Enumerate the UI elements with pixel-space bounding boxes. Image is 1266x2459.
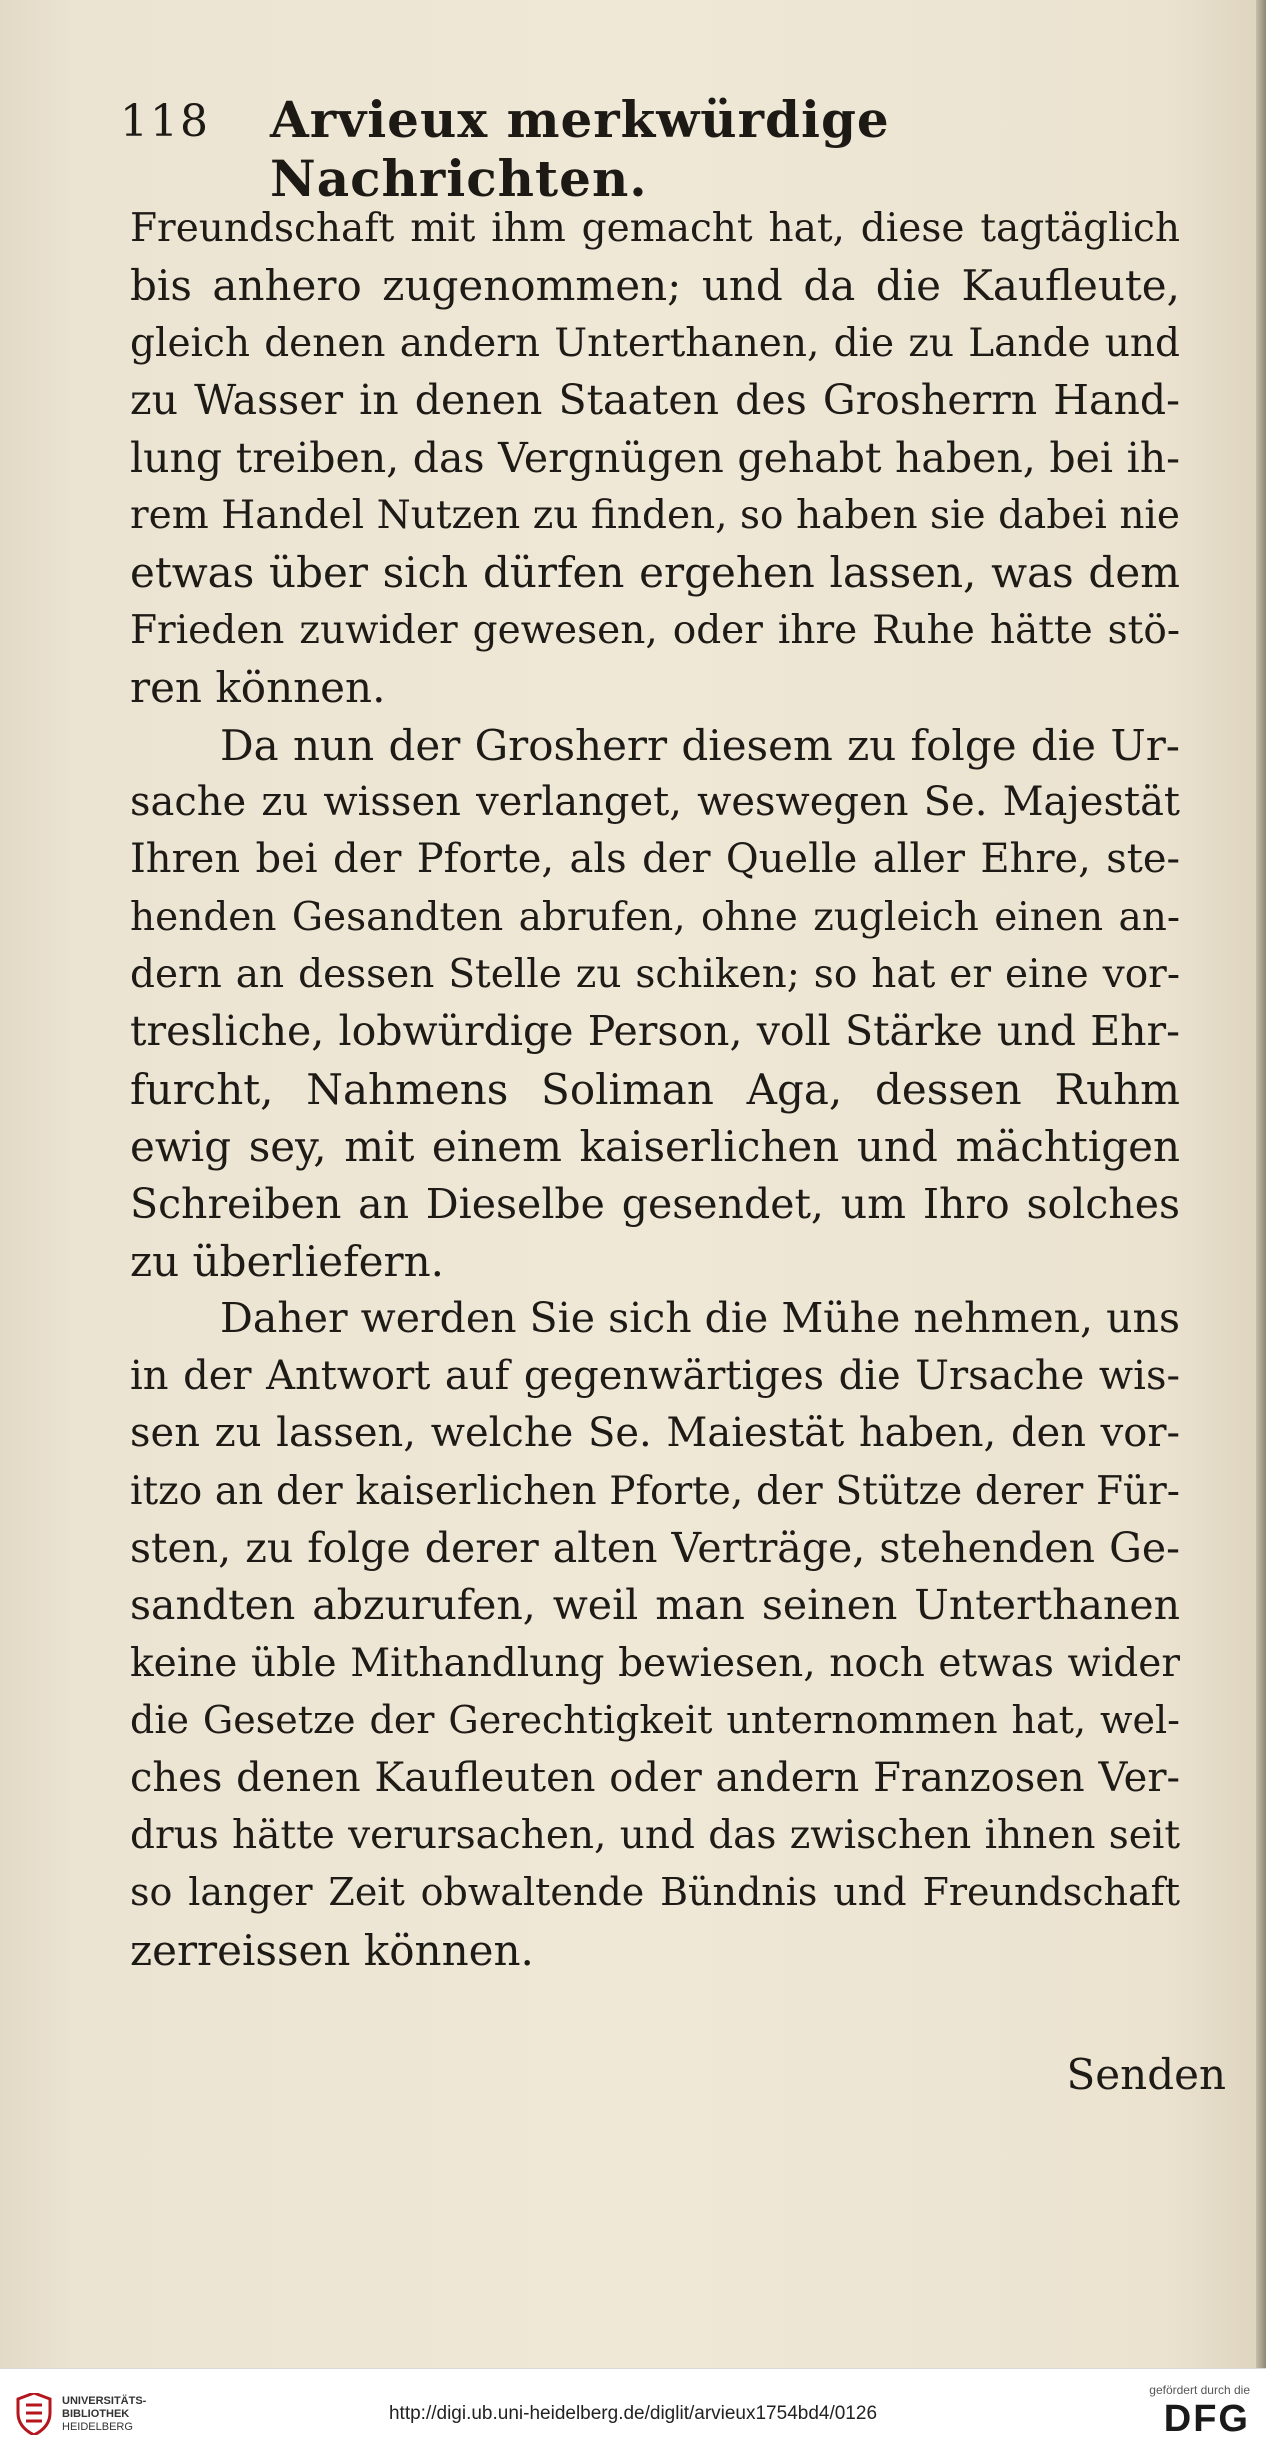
text-line: Ihren bei der Pforte, als der Quelle aller Ehre, ste-	[130, 836, 1180, 883]
text-line: Schreiben an Dieselbe gesendet, um Ihro solches	[130, 1179, 1180, 1228]
text-line: zerreissen können.	[130, 1925, 534, 1975]
text-line: die Gesetze der Gerechtigkeit unternommen hat, wel-	[130, 1698, 1180, 1743]
text-line: furcht, Nahmens Soliman Aga, dessen Ruhm	[130, 1064, 1180, 1114]
catchword: Senden	[1066, 2050, 1226, 2099]
text-line: ewig sey, mit einem kaiserlichen und mächtigen	[130, 1122, 1180, 1172]
text-line: lung treiben, das Vergnügen gehabt haben, bei ih-	[130, 433, 1180, 482]
text-line: etwas über sich dürfen ergehen lassen, was dem	[130, 548, 1180, 598]
source-url-link[interactable]: http://digi.ub.uni-heidelberg.de/diglit/arvieux1754bd4/0126	[388, 2403, 878, 2424]
text-line: tresliche, lobwürdige Person, voll Stärke und Ehr-	[130, 1007, 1180, 1056]
text-line: ren können.	[130, 663, 386, 713]
library-name-line-3: HEIDELBERG	[62, 2421, 133, 2433]
text-line: in der Antwort auf gegenwärtiges die Ursache wis-	[130, 1352, 1180, 1399]
text-line: so langer Zeit obwaltende Bündnis und Freundschaft	[130, 1870, 1180, 1915]
text-line: Da nun der Grosherr diesem zu folge die Ur-	[220, 720, 1180, 770]
body-text	[130, 200, 1180, 1979]
page-number: 118	[120, 96, 210, 147]
text-line: Daher werden Sie sich die Mühe nehmen, uns	[220, 1294, 1180, 1343]
text-line: gleich denen andern Unterthanen, die zu Lande und	[130, 320, 1180, 366]
text-line: sten, zu folge derer alten Verträge, stehenden Ge-	[130, 1523, 1180, 1572]
text-line: sache zu wissen verlanget, weswegen Se. Majestät	[130, 778, 1180, 825]
text-line: sen zu lassen, welche Se. Maiestät haben, den vor-	[130, 1410, 1180, 1457]
text-line: Frieden zuwider gewesen, oder ihre Ruhe hätte stö-	[130, 607, 1180, 653]
text-line: zu überliefern.	[130, 1237, 444, 1287]
library-name-line-2: BIBLIOTHEK	[62, 2408, 130, 2420]
text-line: dern an dessen Stelle zu schiken; so hat er eine vor-	[130, 952, 1180, 998]
text-line: drus hätte verursachen, und das zwischen ihnen seit	[130, 1812, 1180, 1858]
dfg-logo: DFG	[1163, 2398, 1250, 2440]
funder[interactable]	[1110, 2383, 1250, 2441]
page-header	[120, 90, 1140, 208]
text-line: zu Wasser in denen Staaten des Grosherrn Hand-	[130, 376, 1180, 425]
funder-caption: gefördert durch die	[1149, 2383, 1250, 2397]
text-line: bis anhero zugenommen; und da die Kaufleute,	[130, 261, 1180, 311]
text-line: keine üble Mithandlung bewiesen, noch etwas wider	[130, 1640, 1180, 1686]
library-name-line-1: UNIVERSITÄTS-	[62, 2395, 147, 2407]
running-title: Arvieux merkwürdige Nachrichten.	[270, 90, 890, 208]
text-line: rem Handel Nutzen zu finden, so haben sie dabei nie	[130, 492, 1180, 538]
text-line: Freundschaft mit ihm gemacht hat, diese tagtäglich	[130, 206, 1180, 251]
footer-bar	[0, 2368, 1266, 2459]
text-line: ches denen Kaufleuten oder andern Franzosen Ver-	[130, 1754, 1180, 1801]
text-line: sandten abzurufen, weil man seinen Unterthanen	[130, 1581, 1180, 1630]
text-line: henden Gesandten abrufen, ohne zugleich einen an-	[130, 894, 1180, 940]
text-line: itzo an der kaiserlichen Pforte, der Stütze derer Für-	[130, 1468, 1180, 1514]
